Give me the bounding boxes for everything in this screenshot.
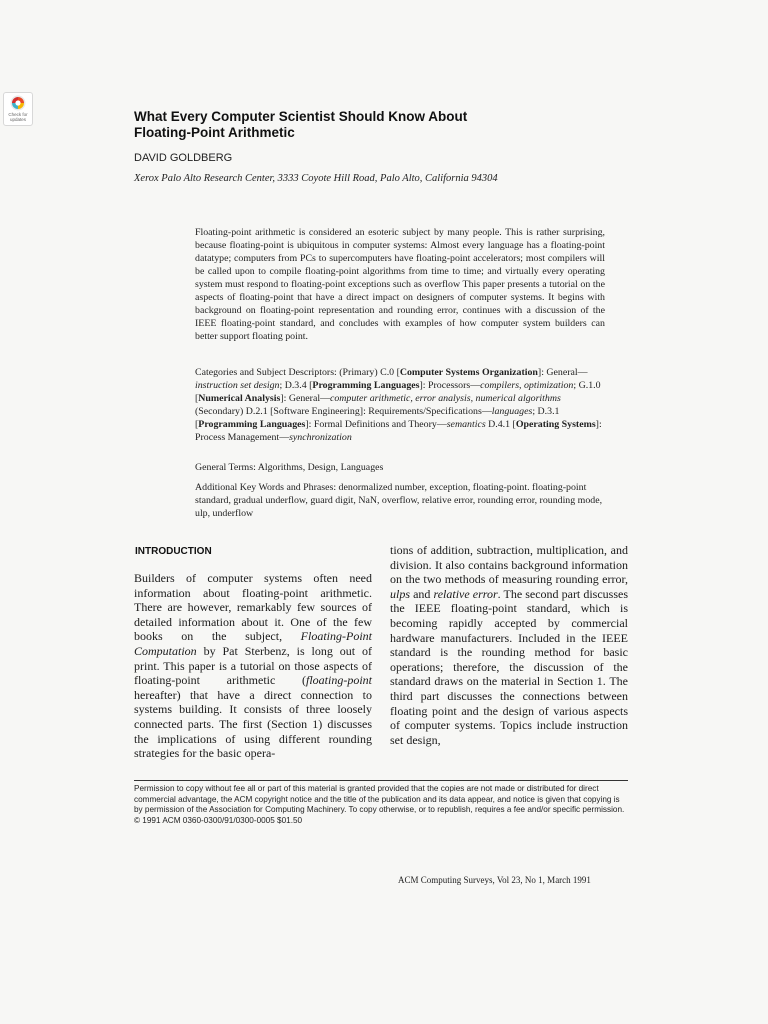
permission-text: Permission to copy without fee all or part of this material is granted provided that the copies are not made or distributed for direct commercial advantage, the ACM copyright notice and the title of the publication and its data appear, and notice is given that copying is by permission of the Association for Computing Machinery. To copy otherwise, or to republish, requires a fee and/or specific permission. (134, 784, 625, 815)
check-for-updates-label: Check for updates (8, 112, 28, 122)
subject-descriptors: Categories and Subject Descriptors: (Primary) C.0 [Computer Systems Organization]: General—instruction set design; D.3.4 [Programming Languages]: Processors—compilers, optimization; G.1.0 [Numerical Analysis]: General—computer arithmetic, error analysis, numerical algorithms (Secondary) D.2.1 [Software Engineering]: Requirements/Specifications—languages; D.3.1 [Programming Languages]: Formal Definitions and Theory—semantics D.4.1 [Operating Systems]: Process Management—synchronization (195, 367, 602, 443)
body-text-right-column: tions of addition, subtraction, multiplication, and division. It also contains background information on the two methods of measuring rounding error, ulps and relative error. The second part discusses the IEEE floating-point standard, which is becoming rapidly accepted by commercial hardware manufacturers. Included in the IEEE standard is the rounding method for basic operations; therefore, the discussion of the standard draws on the material in Section 1. The third part discusses the connections between floating point and the design of various aspects of computer systems. Topics include instruction set design, (390, 543, 628, 747)
section-heading-introduction: INTRODUCTION (135, 546, 212, 557)
journal-footer: ACM Computing Surveys, Vol 23, No 1, March 1991 (398, 875, 591, 885)
permission-notice (134, 784, 628, 826)
author-affiliation: Xerox Palo Alto Research Center, 3333 Coyote Hill Road, Palo Alto, California 94304 (134, 173, 498, 184)
paper-author: DAVID GOLDBERG (134, 152, 233, 164)
paper-title-line: What Every Computer Scientist Should Know About (134, 109, 468, 124)
copyright-line: © 1991 ACM 0360-0300/91/0300-0005 $01.50 (134, 815, 303, 825)
general-terms: General Terms: Algorithms, Design, Languages (195, 462, 384, 473)
paper-title-line: Floating-Point Arithmetic (134, 125, 295, 140)
body-text-left-column: Builders of computer systems often need information about floating-point arithmetic. There are however, remarkably few sources of detailed information about it. One of the few books on the subject, Floating-Point Computation by Pat Sterbenz, is long out of print. This paper is a tutorial on those aspects of floating-point arithmetic (floating-point hereafter) that have a direct connection to systems building. It consists of three loosely connected parts. The first (Section 1) discusses the implications of using different rounding strategies for the basic opera- (134, 571, 372, 761)
crossmark-icon (10, 95, 26, 111)
abstract: Floating-point arithmetic is considered an esoteric subject by many people. This is rather surprising, because floating-point is ubiquitous in computer systems: Almost every language has a floating-point datatype; computers from PCs to supercomputers have floating-point accelerators; most compilers will be called upon to compile floating-point algorithms from time to time; and virtually every operating system must respond to floating-point exceptions such as overflow This paper presents a tutorial on the aspects of floating-point that have a direct impact on designers of computer systems. It begins with background on floating-point representation and rounding error, continues with a discussion of the IEEE floating-point standard, and concludes with examples of how computer system builders can better support floating point. (195, 227, 605, 342)
check-for-updates-badge[interactable] (3, 92, 33, 126)
paper-title (134, 109, 614, 141)
footnote-divider (134, 780, 628, 781)
key-words: Additional Key Words and Phrases: denormalized number, exception, floating-point. floating-point standard, gradual underflow, guard digit, NaN, overflow, relative error, rounding error, rounding mode, ulp, underflow (195, 482, 603, 519)
